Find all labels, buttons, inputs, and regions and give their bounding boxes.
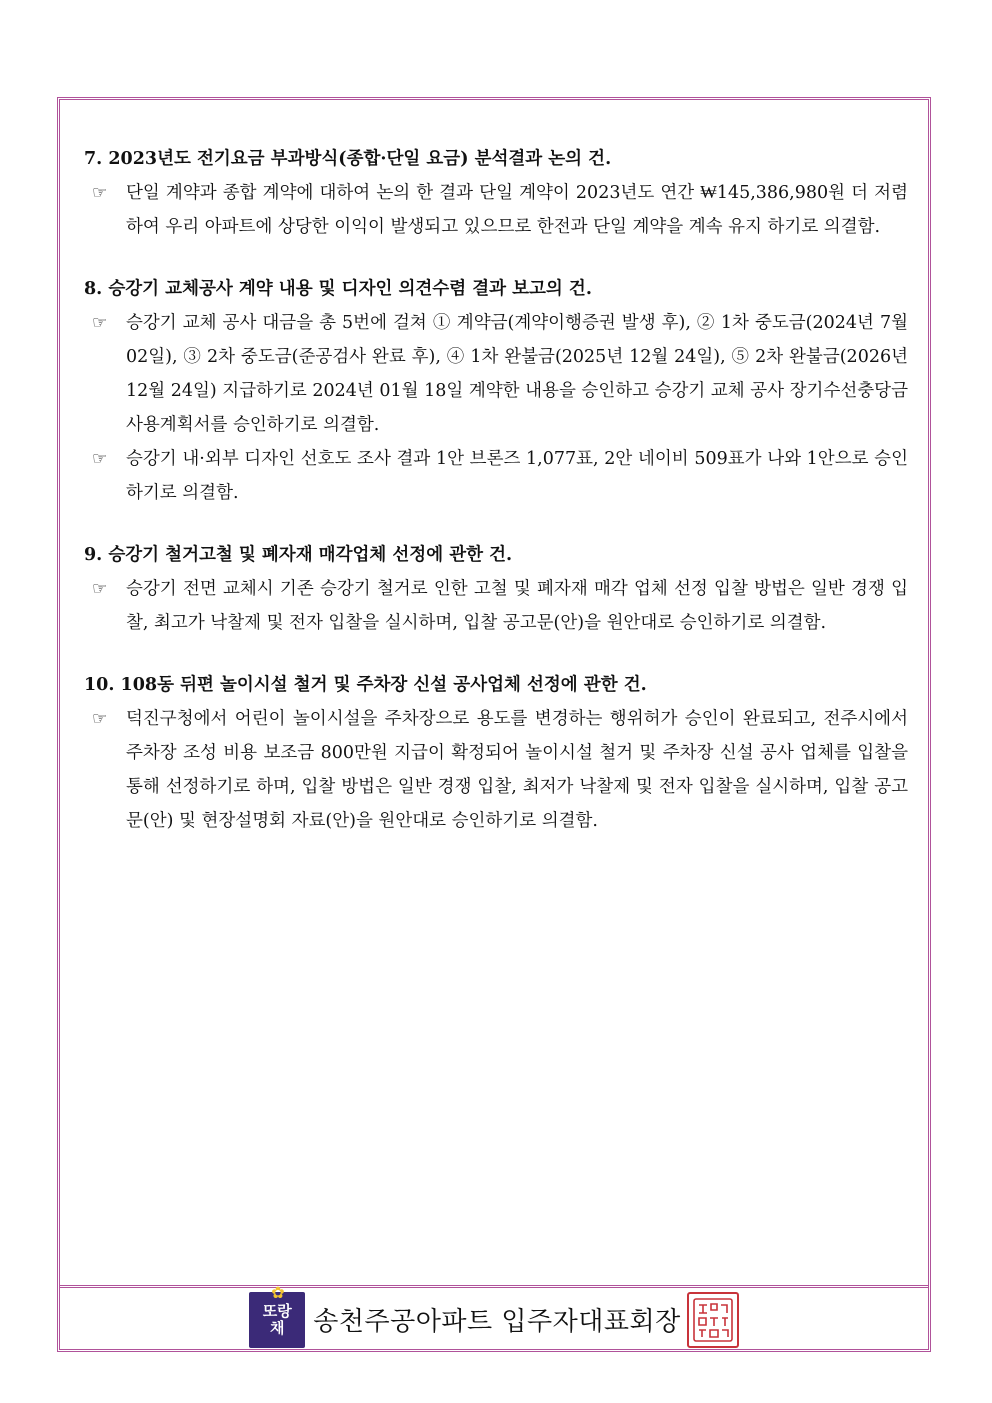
flower-icon: ✿ <box>271 1282 285 1302</box>
seal-glyphs <box>691 1296 735 1344</box>
resolution-text: 승강기 내·외부 디자인 선호도 조사 결과 1안 브론즈 1,077표, 2안 네이비 509표가 나와 1안으로 승인하기로 의결함. <box>126 449 908 503</box>
agenda-item-10 <box>84 669 908 838</box>
document-frame <box>57 97 931 1352</box>
logo-text-line1: 또랑 <box>262 1301 292 1320</box>
agenda-title: 9. 승강기 철거고철 및 폐자재 매각업체 선정에 관한 건. <box>84 545 513 565</box>
pointing-hand-icon: ☞ <box>92 313 108 333</box>
agenda-title: 7. 2023년도 전기요금 부과방식(종합·단일 요금) 분석결과 논의 건. <box>84 149 612 169</box>
resolution-bullet <box>84 572 908 640</box>
footer-signature <box>60 1282 928 1347</box>
pointing-hand-icon: ☞ <box>92 709 108 729</box>
logo-text-line2: 채 <box>270 1318 285 1337</box>
agenda-item-7 <box>84 143 908 244</box>
resolution-bullet <box>84 442 908 510</box>
document-body <box>84 143 908 867</box>
resolution-bullet <box>84 306 908 442</box>
resolution-text: 덕진구청에서 어린이 놀이시설을 주차장으로 용도를 변경하는 행위허가 승인이 완료되고, 전주시에서 주차장 조성 비용 보조금 800만원 지급이 확정되어 놀이시설 철거 및 주차장 신설 공사 업체를 입찰을 통해 선정하기로 하며, 입찰 방법은 일반 경쟁 입찰, 최저가 낙찰제 및 전자 입찰을 실시하며, 입찰 공고문(안) 및 현장설명회 자료(안)을 원안대로 승인하기로 의결함. <box>126 709 908 831</box>
agenda-title: 10. 108동 뒤편 놀이시설 철거 및 주차장 신설 공사업체 선정에 관한 건. <box>84 675 647 695</box>
agenda-item-8 <box>84 273 908 510</box>
organization-name: 송천주공아파트 입주자대표회장 <box>313 1307 681 1337</box>
official-seal-stamp <box>687 1292 739 1348</box>
logo-text <box>263 1303 292 1337</box>
footer-divider <box>60 1285 928 1288</box>
resolution-text: 승강기 전면 교체시 기존 승강기 철거로 인한 고철 및 폐자재 매각 업체 선정 입찰 방법은 일반 경쟁 입찰, 최고가 낙찰제 및 전자 입찰을 실시하며, 입찰 공고문(안)을 원안대로 승인하기로 의결함. <box>126 579 908 633</box>
pointing-hand-icon: ☞ <box>92 449 108 469</box>
ttorangchae-logo <box>249 1282 305 1348</box>
pointing-hand-icon: ☞ <box>92 579 108 599</box>
resolution-bullet <box>84 702 908 838</box>
resolution-text: 단일 계약과 종합 계약에 대하여 논의 한 결과 단일 계약이 2023년도 연간 ₩145,386,980원 더 저렴하여 우리 아파트에 상당한 이익이 발생되고 있으므로 한전과 단일 계약을 계속 유지 하기로 의결함. <box>126 183 908 237</box>
resolution-bullet <box>84 176 908 244</box>
agenda-item-9 <box>84 539 908 640</box>
resolution-text: 승강기 교체 공사 대금을 총 5번에 걸쳐 ① 계약금(계약이행증권 발생 후), ② 1차 중도금(2024년 7월 02일), ③ 2차 중도금(준공검사 완료 후), ④ 1차 완불금(2025년 12월 24일), ⑤ 2차 완불금(2026년 12월 24일) 지급하기로 2024년 01월 18일 계약한 내용을 승인하고 승강기 교체 공사 장기수선충당금 사용계획서를 승인하기로 의결함. <box>126 313 908 435</box>
pointing-hand-icon: ☞ <box>92 183 108 203</box>
agenda-title: 8. 승강기 교체공사 계약 내용 및 디자인 의견수렴 결과 보고의 건. <box>84 279 592 299</box>
